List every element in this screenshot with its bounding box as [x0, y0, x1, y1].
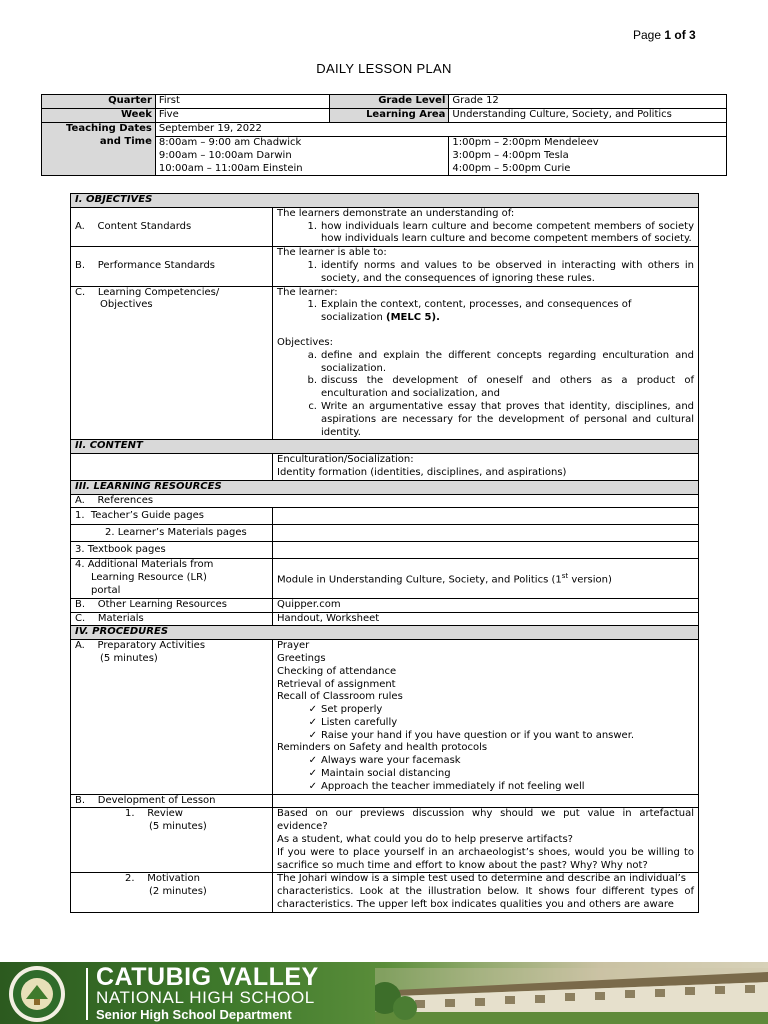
content-standards-text: how individuals learn culture and become competent members of society how individuals learn culture and become competent members of society. — [321, 220, 694, 245]
check-icon: ✓ — [308, 780, 317, 792]
additional-materials-line: 4. Additional Materials from — [75, 559, 214, 571]
preparatory-label-line2: (5 minutes) — [100, 652, 158, 664]
competencies-cell — [273, 286, 699, 440]
school-logo — [8, 965, 66, 1023]
additional-materials-value — [273, 559, 699, 598]
preparatory-line: Prayer — [277, 640, 310, 652]
list-number: 1. — [307, 220, 317, 232]
check-icon: ✓ — [308, 716, 317, 728]
date-value: September 19, 2022 — [155, 123, 726, 137]
lesson-header-table — [41, 94, 727, 176]
objectives-intro: Objectives: — [277, 336, 333, 348]
preparatory-line: Checking of attendance — [277, 665, 397, 677]
development-label: B. Development of Lesson — [71, 794, 273, 808]
review-label — [71, 808, 273, 873]
quarter-value: First — [155, 95, 329, 109]
list-letter: b. — [307, 375, 317, 387]
materials-value: Handout, Worksheet — [273, 612, 699, 626]
school-footer-banner — [0, 962, 768, 1024]
module-title: Module in Understanding Culture, Society, and Politics (1 — [277, 574, 562, 586]
schedule-item: 8:00am – 9:00 am Chadwick — [158, 137, 302, 148]
school-name-sub: NATIONAL HIGH SCHOOL — [96, 988, 315, 1007]
preparatory-line: Greetings — [277, 652, 326, 664]
safety-item: Maintain social distancing — [321, 768, 451, 780]
area-label: Learning Area — [329, 109, 449, 123]
motivation-label-line2: (2 minutes) — [149, 886, 207, 898]
competencies-label — [71, 286, 273, 440]
competencies-label-line2: Objectives — [100, 299, 153, 311]
additional-materials-line: portal — [91, 584, 121, 596]
motivation-text: characteristics. Look at the illustration below. It shows four different types of characteristics. The upper left box indicates qualities you and others are aware — [277, 886, 694, 911]
performance-standards-text: identify norms and values to be observed in interacting with others in society, and the consequences of ignoring these rules. — [321, 259, 694, 284]
competencies-label-line1: C. Learning Competencies/ — [75, 286, 220, 298]
content-line: Identity formation (identities, disciplines, and aspirations) — [277, 466, 567, 478]
review-question: As a student, what could you do to help preserve artifacts? — [277, 834, 573, 846]
safety-item: Approach the teacher immediately if not feeling well — [321, 780, 585, 792]
melc-code: (MELC 5). — [386, 312, 440, 324]
quarter-label: Quarter — [42, 95, 156, 109]
grade-value: Grade 12 — [449, 95, 727, 109]
performance-standards-intro: The learner is able to: — [277, 247, 387, 259]
learners-materials-value — [273, 525, 699, 542]
review-question: Based on our previews discussion why should we put value in artefactual evidence? — [277, 808, 694, 833]
check-icon: ✓ — [308, 729, 317, 741]
content-cell — [273, 454, 699, 481]
page-total: 3 — [689, 28, 696, 42]
content-standards-label: A. Content Standards — [71, 207, 273, 246]
dates-label-line2: and Time — [99, 135, 152, 147]
references-label: A. References — [71, 494, 699, 508]
grade-label: Grade Level — [329, 95, 449, 109]
materials-label: C. Materials — [71, 612, 273, 626]
content-standards-cell — [273, 207, 699, 246]
document-title: DAILY LESSON PLAN — [316, 61, 452, 76]
rule-item: Set properly — [321, 704, 383, 716]
check-icon: ✓ — [308, 755, 317, 767]
review-question: If you were to place yourself in an archaeologist’s shoes, would you be willing to sacrifice so much time and effort to know about the past? Why? Why not? — [277, 846, 694, 871]
section-procedures: IV. PROCEDURES — [71, 626, 699, 640]
dates-label — [42, 123, 156, 176]
week-label: Week — [42, 109, 156, 123]
review-label-line2: (5 minutes) — [149, 821, 207, 833]
additional-materials-label — [71, 559, 273, 598]
reminders-line: Reminders on Safety and health protocols — [277, 742, 488, 754]
schedule-right — [449, 137, 727, 176]
review-cell — [273, 808, 699, 873]
other-resources-value: Quipper.com — [273, 598, 699, 612]
content-standards-intro: The learners demonstrate an understanding of: — [277, 207, 515, 219]
competency-text — [321, 299, 694, 325]
section-content: II. CONTENT — [71, 440, 699, 454]
schedule-item: 4:00pm – 5:00pm Curie — [452, 162, 571, 174]
footer-divider — [86, 968, 88, 1020]
objective-item: Write an argumentative essay that proves that identity, disciplines, and aspirations are necessary for the development of personal and cultural identity. — [321, 400, 694, 438]
learners-materials-label: 2. Learner’s Materials pages — [71, 525, 273, 542]
preparatory-line: Retrieval of assignment — [277, 678, 396, 690]
competency-main: Explain the context, content, processes, and consequences of socialization — [321, 299, 632, 324]
teachers-guide-label: 1. Teacher’s Guide pages — [71, 508, 273, 525]
motivation-label — [71, 873, 273, 912]
motivation-label-line1: 2. Motivation — [125, 873, 200, 885]
motivation-cell — [273, 873, 699, 912]
preparatory-cell — [273, 640, 699, 795]
content-empty-label — [71, 454, 273, 481]
motivation-text: The Johari window is a simple test used to determine and describe an individual’s — [277, 873, 687, 885]
other-resources-label: B. Other Learning Resources — [71, 598, 273, 612]
textbook-value — [273, 542, 699, 559]
school-name: CATUBIG VALLEY — [96, 963, 319, 991]
list-number: 1. — [307, 299, 317, 311]
week-value: Five — [155, 109, 329, 123]
schedule-item: 3:00pm – 4:00pm Tesla — [452, 149, 569, 161]
page-indicator — [633, 28, 696, 42]
teachers-guide-value — [273, 508, 699, 525]
competencies-intro: The learner: — [277, 286, 338, 298]
module-title-end: version) — [568, 574, 612, 586]
lesson-plan-table — [70, 193, 699, 913]
check-icon: ✓ — [308, 704, 317, 716]
preparatory-line: Recall of Classroom rules — [277, 691, 403, 703]
school-building-image — [375, 968, 768, 1024]
content-line: Enculturation/Socialization: — [277, 454, 414, 466]
dates-label-line1: Teaching Dates — [66, 123, 152, 134]
review-label-line1: 1. Review — [125, 808, 183, 820]
performance-standards-label: B. Performance Standards — [71, 247, 273, 286]
section-objectives: I. OBJECTIVES — [71, 194, 699, 208]
page-current: 1 — [664, 28, 672, 42]
rule-item: Listen carefully — [321, 716, 398, 728]
check-icon: ✓ — [308, 768, 317, 780]
list-letter: c. — [308, 400, 317, 412]
area-value: Understanding Culture, Society, and Politics — [449, 109, 727, 123]
section-learning-resources: III. LEARNING RESOURCES — [71, 480, 699, 494]
schedule-item: 10:00am – 11:00am Einstein — [158, 162, 303, 174]
module-superscript: st — [561, 571, 569, 580]
schedule-item: 9:00am – 10:00am Darwin — [158, 149, 292, 161]
rule-item: Raise your hand if you have question or if you want to answer. — [321, 729, 635, 741]
preparatory-label-line1: A. Preparatory Activities — [75, 640, 206, 652]
performance-standards-cell — [273, 247, 699, 286]
additional-materials-line: Learning Resource (LR) — [91, 572, 207, 584]
preparatory-label — [71, 640, 273, 795]
list-letter: a. — [307, 349, 317, 361]
school-department: Senior High School Department — [96, 1007, 292, 1022]
list-number: 1. — [307, 259, 317, 271]
schedule-left — [155, 137, 449, 176]
page-of: of — [671, 28, 690, 42]
safety-item: Always ware your facemask — [321, 755, 461, 767]
development-value — [273, 794, 699, 808]
schedule-item: 1:00pm – 2:00pm Mendeleev — [452, 137, 599, 148]
page-label-prefix: Page — [633, 28, 665, 42]
textbook-label: 3. Textbook pages — [71, 542, 273, 559]
objective-item: define and explain the different concepts regarding enculturation and socialization. — [321, 349, 694, 374]
objective-item: discuss the development of oneself and others as a product of enculturation and socialization, and — [321, 375, 694, 400]
